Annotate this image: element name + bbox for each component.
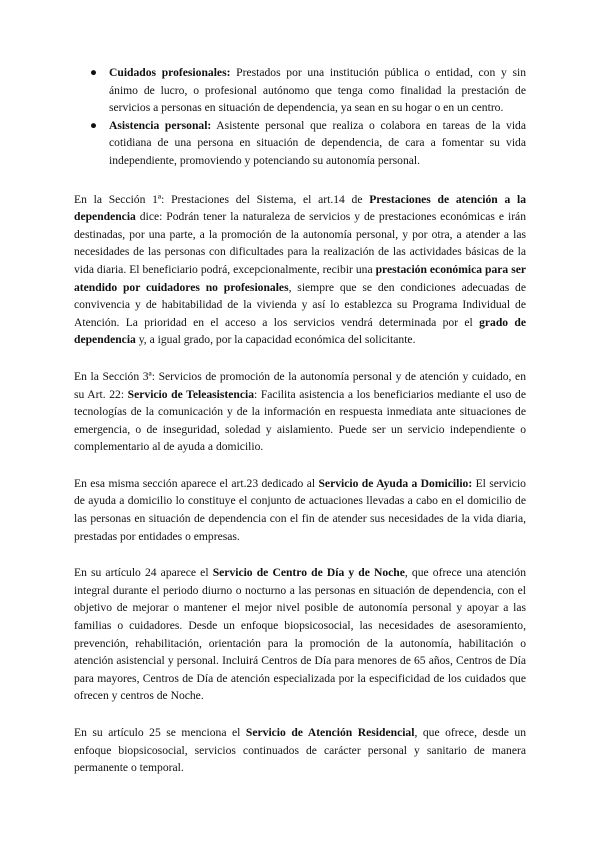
text-run: , siempre que se den condiciones adecuadas de convivencia y de habitabilidad de la vivienda y así lo establezca su Programa Individual de Atención. La prioridad en el acceso a los servicios vendrá determinada por el (74, 280, 526, 329)
text-run: , que ofrece, desde un enfoque biopsicosocial, servicios continuados de carácter personal y sanitario de manera permanente o temporal. (74, 726, 527, 775)
text-run: , que ofrece una atención integral durante el periodo diurno o nocturno a las personas en situación de dependencia, con el objetivo de mejorar o mantener el mejor nivel posible de autonomía personal y apoyar a las familias o cuidadores. Desde un enfoque biopsicosocial, las necesidades de asesoramiento, prevención, rehabilitación, orientación para la promoción de la autonomía, habilitación o atención asistencial y personal. Incluirá Centros de Día para menores de 65 años, Centros de Día para mayores, Centros de Día de atención especializada por la especificidad de los cuidados que ofrecen y centros de Noche. (74, 566, 526, 703)
bullet-item-asistencia-personal (74, 117, 526, 170)
text-run: dice: Podrán tener la naturaleza de servicios y de prestaciones económicas e irán destinadas, por una parte, a la promoción de la autonomía personal, y por otra, a atender a las necesidades de las personas con dificultades para la realización de las actividades básicas de la vida diaria. El beneficiario podrá, excepcionalmente, recibir una (74, 210, 526, 276)
bullet-list (74, 64, 526, 170)
bold-term: Servicio de Ayuda a Domicilio: (318, 476, 473, 490)
paragraph-ayuda-domicilio (74, 475, 526, 545)
paragraph-atencion-residencial (74, 724, 526, 777)
text-run: y, a igual grado, por la capacidad económica del solicitante. (135, 333, 416, 347)
bullet-term: Asistencia personal: (109, 118, 212, 132)
bold-term: Servicio de Centro de Día y de Noche (212, 566, 405, 580)
bold-term: Servicio de Atención Residencial (245, 726, 415, 739)
document-body (74, 64, 526, 796)
text-run: En su artículo 24 aparece el (74, 566, 213, 580)
text-run: : Facilita asistencia a los beneficiarios mediante el uso de tecnologías de la comunicación y de la información en respuesta inmediata ante situaciones de emergencia, o de inseguridad, soledad y aislamiento. Puede ser un servicio independiente o complementario al de ayuda a domicilio. (74, 387, 526, 454)
bold-term: grado de dependencia (74, 315, 526, 347)
bold-term: Servicio de Teleasistencia (127, 387, 255, 401)
bullet-icon: ● (90, 66, 98, 79)
text-run: En esa misma sección aparece el art.23 dedicado al (74, 476, 319, 490)
bullet-item-cuidados-profesionales (74, 64, 526, 117)
bullet-icon: ● (90, 118, 98, 132)
paragraph-teleasistencia (74, 368, 526, 456)
bullet-text: Prestados por una institución pública o entidad, con y sin ánimo de lucro, o profesional autónomo que tenga como finalidad la prestación de servicios a personas en situación de dependencia, ya sean en su hogar o en un centro. (109, 66, 526, 115)
bullet-term: Cuidados profesionales: (109, 66, 231, 79)
text-run: En su artículo 25 se menciona el (74, 726, 246, 739)
bold-term: Prestaciones de atención a la dependencia (74, 192, 527, 224)
text-run: En la Sección 1ª: Prestaciones del Sistema, el art.14 de (74, 192, 370, 206)
text-run: El servicio de ayuda a domicilio lo constituye el conjunto de actuaciones llevadas a cabo en el domicilio de las personas en situación de dependencia con el fin de atender sus necesidades de la vida diaria, prestadas por entidades o empresas. (74, 476, 526, 543)
bold-term: prestación económica para ser atendido por cuidadores no profesionales (74, 262, 526, 294)
bullet-text: Asistente personal que realiza o colabora en tareas de la vida cotidiana de una persona en situación de dependencia, de cara a fomentar su vida independiente, promoviendo y potenciando su autonomía personal. (109, 118, 526, 167)
paragraph-centro-dia-noche (74, 564, 526, 705)
paragraph-prestaciones (74, 191, 526, 349)
text-run: En la Sección 3ª: Servicios de promoción de la autonomía personal y de atención y cuidado, en su Art. 22: (74, 369, 526, 401)
